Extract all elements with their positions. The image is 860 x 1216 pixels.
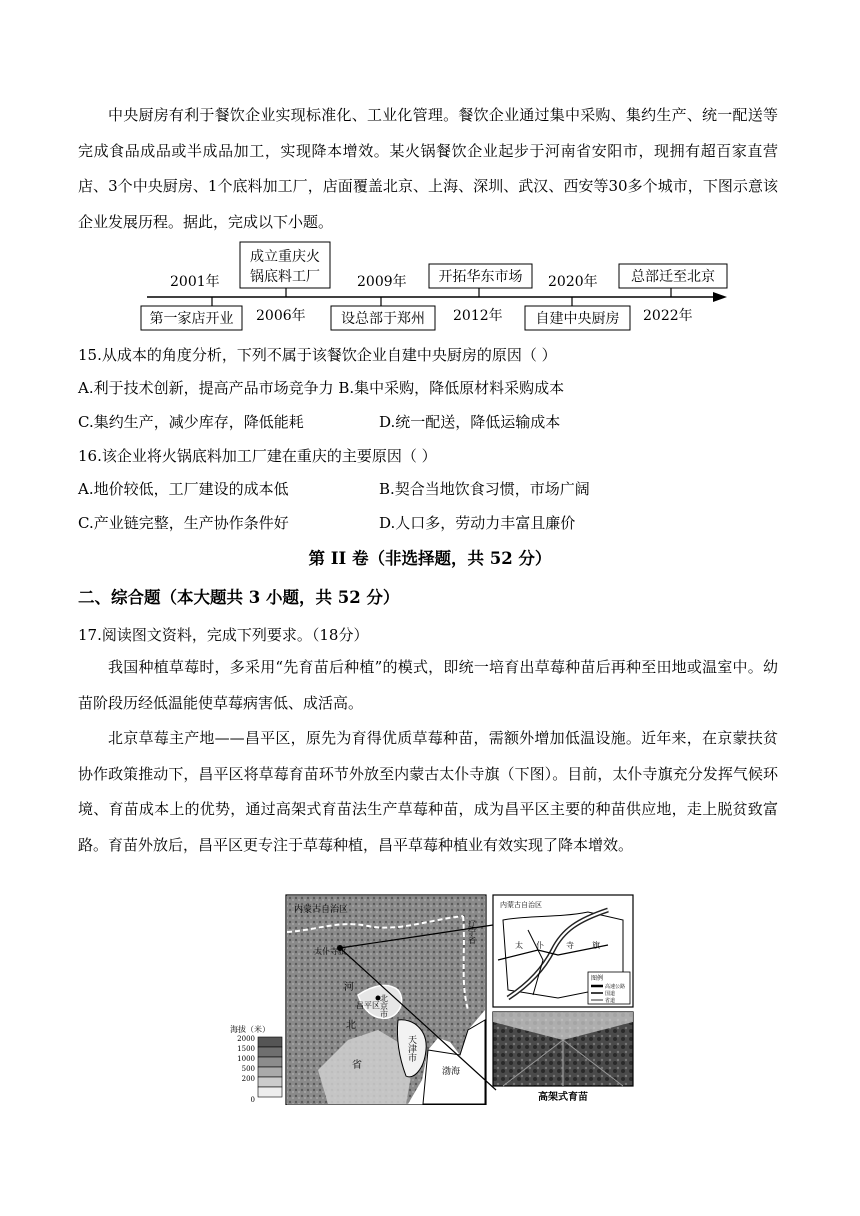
q16-option-c: C.产业链完整，生产协作条件好 [78, 514, 289, 532]
timeline-year-2012: 2012年 [453, 308, 503, 324]
inset-legend-item: 国道 [605, 991, 616, 997]
q16-option-a: A.地价较低，工厂建设的成本低 [78, 480, 289, 498]
q17-stem: 17.阅读图文资料，完成下列要求。（18分） [78, 626, 369, 644]
map-label-taipusi: 太仆寺旗 [314, 947, 346, 956]
q15-options-ab: A.利于技术创新，提高产品市场竞争力 B.集中采购，降低原材料采购成本 [78, 379, 565, 397]
q15-stem: 15.从成本的角度分析，下列不属于该餐饮企业自建中央厨房的原因（ ） [78, 346, 557, 364]
q15-option-c: C.集约生产，减少库存，降低能耗 [78, 413, 304, 431]
timeline-year-2006: 2006年 [256, 308, 306, 324]
timeline-label-2022: 总部迁至北京 [631, 269, 715, 285]
q17-paragraph-2: 北京草莓主产地——昌平区，原先为育得优质草莓种苗，需额外增加低温设施。近年来，在京蒙扶贫协作政策推动下，昌平区将草莓育苗环节外放至内蒙古太仆寺旗（下图）。目前，太仆寺旗充分发挥气候环境、育苗成本上的优势，通过高架式育苗法生产草莓种苗，成为昌平区主要的种苗供应地，走上脱贫致富路。育苗外放后，昌平区更专注于草莓种植，昌平草莓种植业有效实现了降本增效。 [78, 729, 778, 854]
inset-label-si: 寺 [566, 941, 574, 950]
timeline-label-2001: 第一家店开业 [149, 311, 234, 327]
inset-label-tai: 太 [515, 941, 523, 950]
legend-value: 0 [250, 1096, 255, 1104]
legend-value: 1000 [237, 1055, 255, 1063]
legend-swatch [258, 1067, 282, 1077]
legend-swatch [258, 1047, 282, 1057]
q17-paragraph-1: 我国种植草莓时，多采用“先育苗后种植”的模式，即统一培育出草莓种苗后再种至田地或温室中。幼苗阶段历经低温能使草莓病害低、成活高。 [78, 658, 778, 712]
timeline-label-2009: 设总部于郑州 [341, 311, 425, 327]
timeline-arrow-icon [713, 292, 727, 302]
legend-value: 1500 [237, 1045, 255, 1053]
section-heading: 二、综合题（本大题共 3 小题，共 52 分） [78, 588, 400, 607]
inset-label-region: 内蒙古自治区 [500, 901, 542, 909]
map-label-sheng: 省 [352, 1060, 362, 1071]
map-label-neimenggu: 内蒙古自治区 [294, 905, 349, 915]
inset-label-pu: 仆 [536, 941, 544, 950]
legend-swatch [258, 1057, 282, 1067]
strawberry-map-figure [228, 890, 638, 1105]
map-label-bei: 北 [346, 1020, 356, 1031]
map-label-bohai: 渤海 [442, 1067, 461, 1077]
timeline-year-2009: 2009年 [357, 274, 407, 290]
q16-option-b: B.契合当地饮食习惯，市场广阔 [379, 480, 590, 498]
map-label-beijing: 北京市 [379, 994, 389, 1018]
legend-title: 海拔（米） [230, 1025, 270, 1034]
inset-legend-item: 省道 [605, 998, 616, 1004]
intro-paragraph: 中央厨房有利于餐饮企业实现标准化、工业化管理。餐饮企业通过集中采购、集约生产、统一配送等完成食品成品或半成品加工，实现降本增效。某火锅餐饮企业起步于河南省安阳市，现拥有超百家直营店、3个中央厨房、1个底料加工厂，店面覆盖北京、上海、深圳、武汉、西安等30多个城市，下图示意该企业发展历程。据此，完成以下小题。 [78, 106, 778, 231]
q16-stem: 16.该企业将火锅底料加工厂建在重庆的主要原因（ ） [78, 447, 437, 465]
map-label-tianjin: 天津市 [406, 1035, 416, 1062]
timeline-year-2020: 2020年 [548, 274, 598, 290]
q15-option-d: D.统一配送，降低运输成本 [379, 413, 561, 431]
photo-caption: 高架式育苗 [538, 1092, 588, 1103]
inset-legend-item: 高速公路 [605, 984, 626, 990]
legend-value: 200 [241, 1075, 255, 1083]
timeline-label-2006-line2: 锅底料工厂 [250, 269, 320, 285]
legend-swatch [258, 1087, 282, 1097]
timeline-label-2006-line1: 成立重庆火 [250, 249, 320, 265]
legend-value: 2000 [237, 1035, 255, 1043]
development-timeline [135, 238, 735, 338]
part2-title: 第 II 卷（非选择题，共 52 分） [308, 549, 552, 568]
inset-label-qi: 旗 [592, 941, 600, 950]
q16-option-d: D.人口多，劳动力丰富且廉价 [379, 514, 576, 532]
map-label-changping: 昌平区 [356, 1001, 380, 1010]
legend-swatch [258, 1037, 282, 1047]
map-label-liaoning: 辽宁省 [467, 920, 477, 944]
legend-swatch [258, 1077, 282, 1087]
map-label-he: 河 [344, 982, 354, 993]
timeline-year-2022: 2022年 [643, 308, 693, 324]
timeline-label-2012: 开拓华东市场 [438, 269, 523, 285]
timeline-year-2001: 2001年 [170, 274, 220, 290]
legend-value: 500 [241, 1065, 255, 1073]
inset-legend-title: 图例 [591, 975, 604, 982]
timeline-label-2020: 自建中央厨房 [535, 311, 620, 327]
